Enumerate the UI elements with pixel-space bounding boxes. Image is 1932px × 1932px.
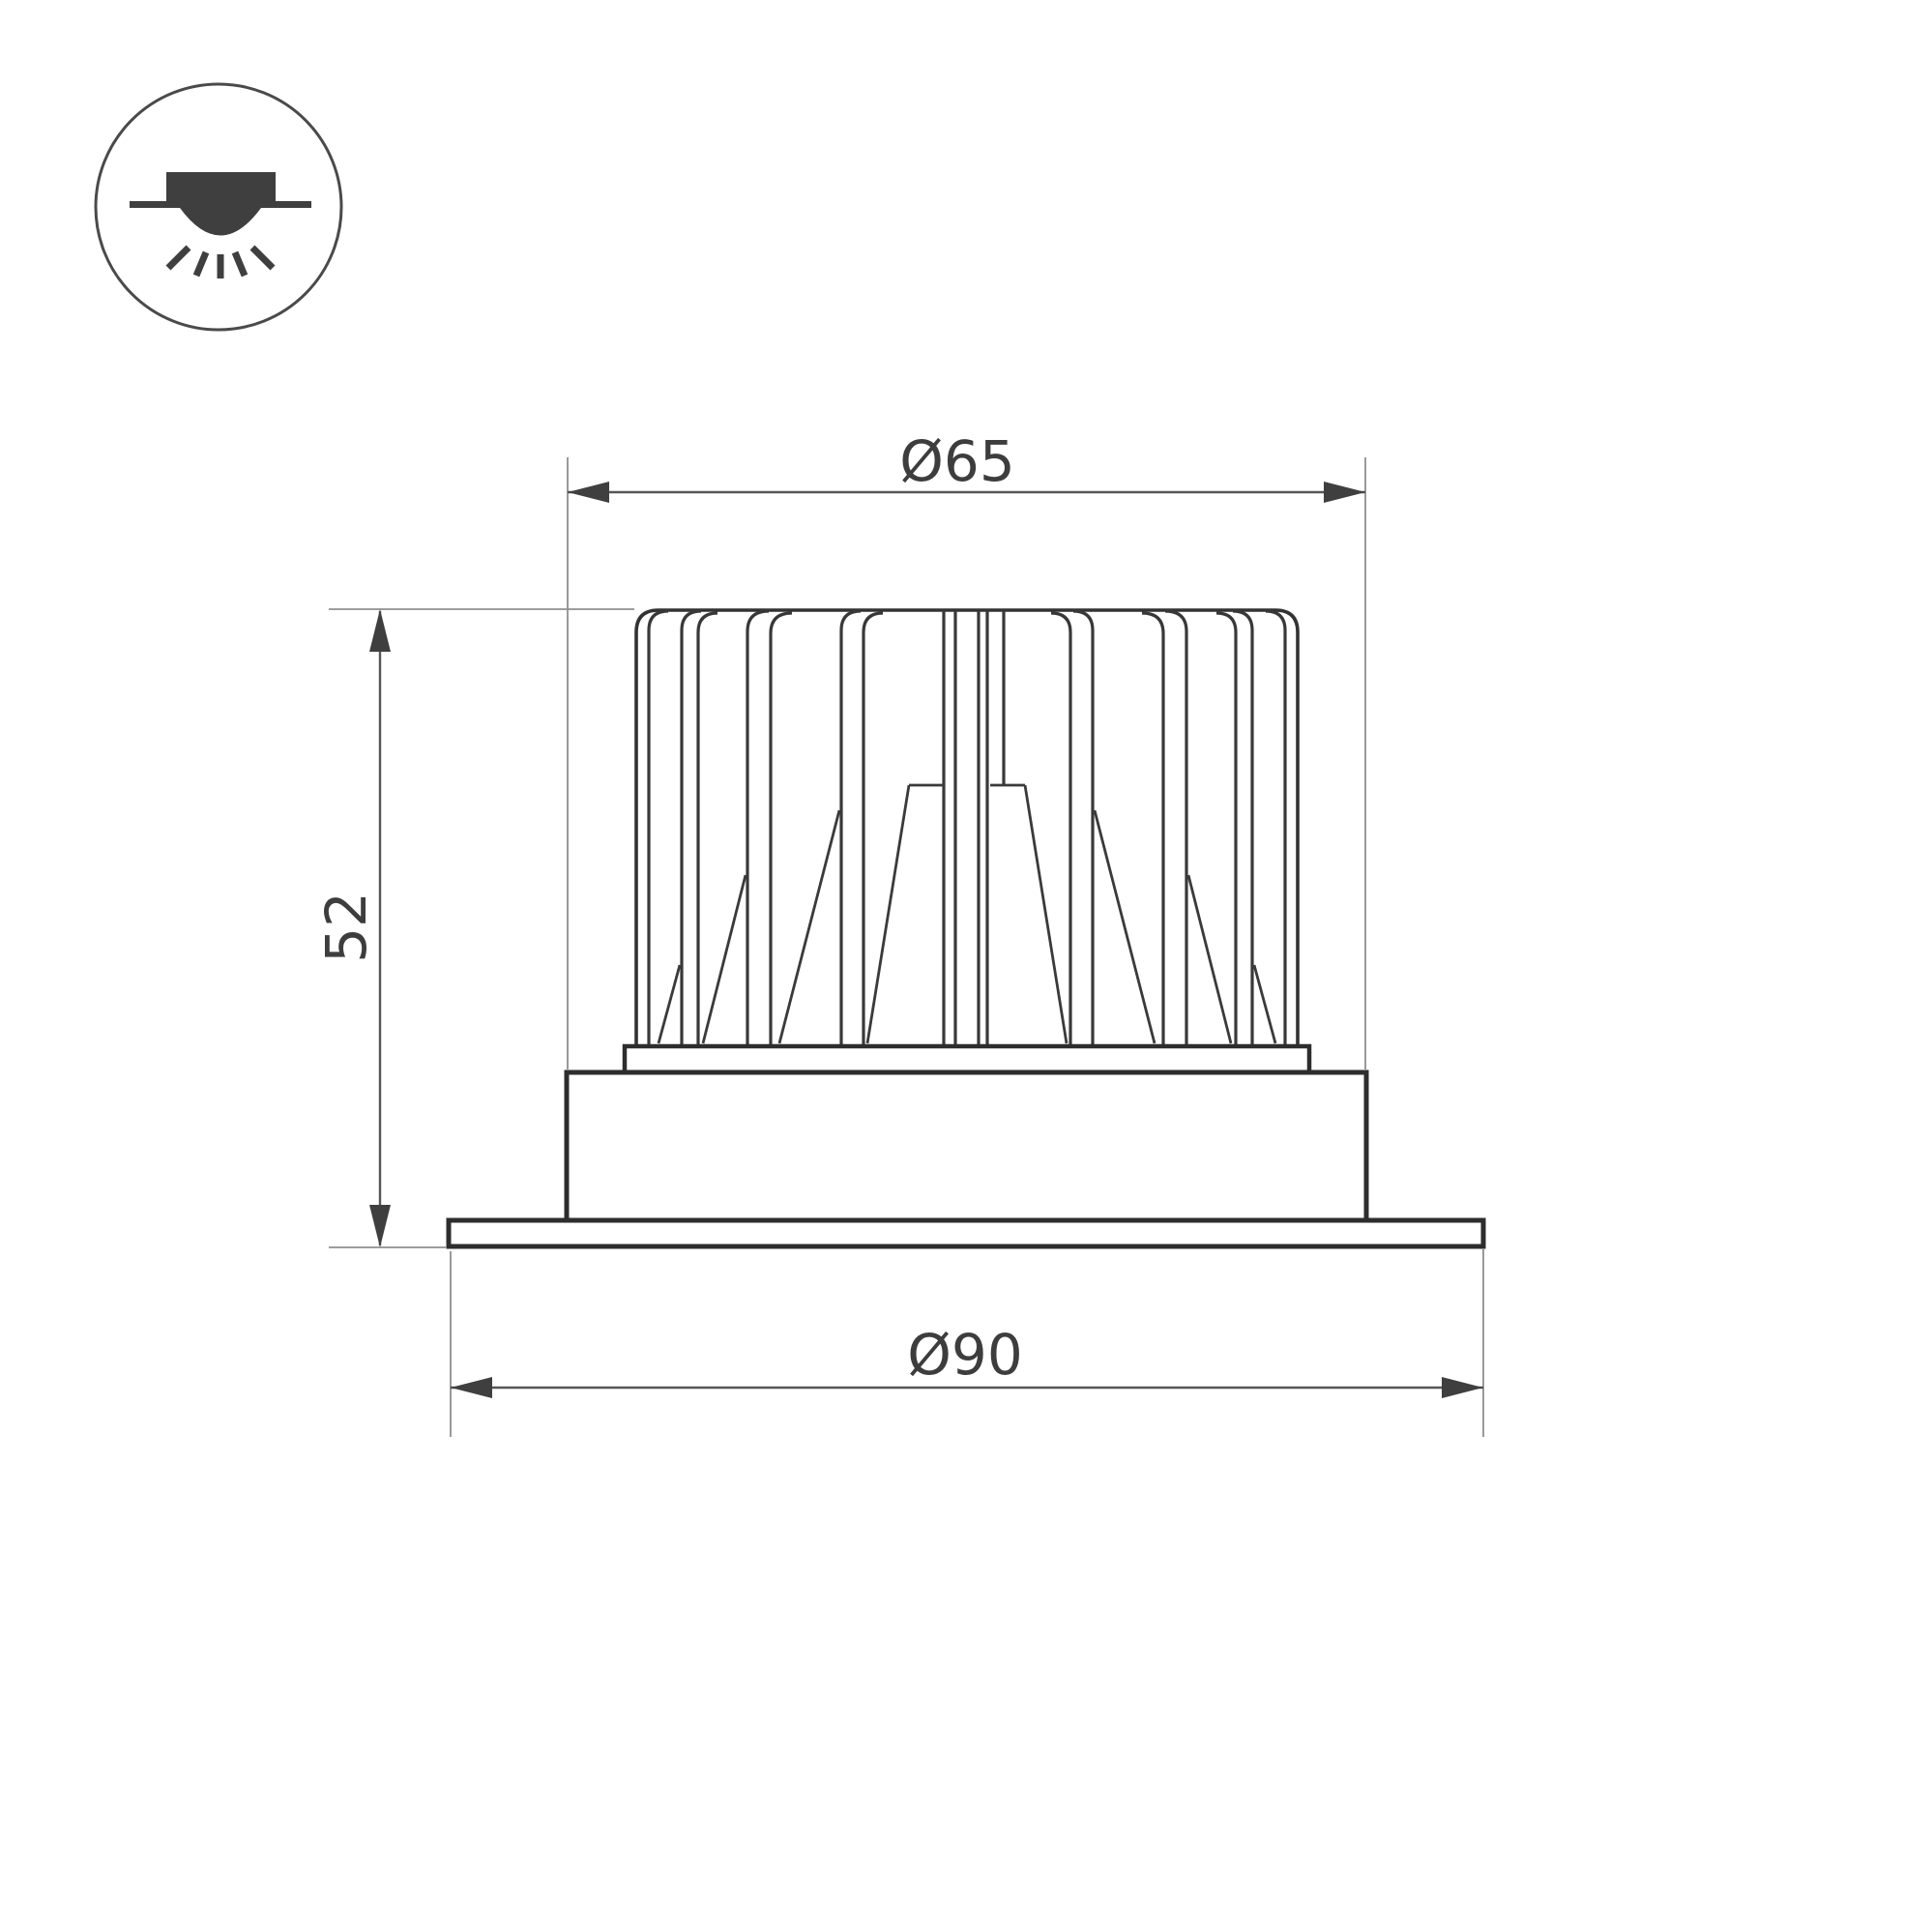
- reflector-edge-line: [1254, 965, 1275, 1043]
- arrow-left-icon: [568, 482, 609, 503]
- reflector-edge-line: [1025, 785, 1067, 1043]
- fin-line: [747, 611, 769, 1045]
- arrow-right-icon: [1324, 482, 1365, 503]
- arrow-right-icon: [1442, 1377, 1483, 1398]
- trim-flange: [449, 1220, 1483, 1246]
- reflector-edge-line: [1095, 810, 1155, 1043]
- fin-line: [1216, 613, 1236, 1045]
- dimension-top-diameter: [568, 428, 1365, 1069]
- fin-line: [698, 613, 717, 1045]
- fin-line: [1142, 613, 1163, 1045]
- arrow-up-icon: [369, 609, 391, 652]
- reflector-cone: [659, 785, 1275, 1043]
- reflector-edge-line: [659, 965, 680, 1043]
- fin-line: [1165, 611, 1186, 1045]
- reflector-edge-line: [867, 785, 909, 1043]
- reflector-edge-line: [703, 875, 746, 1043]
- heatsink: [636, 610, 1298, 1045]
- trim-body: [567, 1072, 1366, 1220]
- fin-line: [841, 611, 861, 1045]
- dimension-bottom-diameter: [451, 1249, 1483, 1437]
- arrow-down-icon: [369, 1205, 391, 1247]
- recessed-downlight-mount-icon: [96, 84, 341, 330]
- fin-line: [649, 611, 668, 1045]
- fin-line: [864, 613, 883, 1045]
- heatsink-outline: [636, 610, 1298, 1045]
- dimension-label-height: 52: [313, 892, 379, 963]
- fin-line: [1073, 611, 1093, 1045]
- arrow-left-icon: [451, 1377, 492, 1398]
- reflector-edge-line: [1188, 875, 1231, 1043]
- icon-ceiling-line: [130, 201, 311, 208]
- fin-line: [1051, 613, 1070, 1045]
- fixture-body: [449, 1046, 1483, 1246]
- fin-line: [771, 613, 792, 1045]
- heatsink-base-plate: [625, 1046, 1309, 1072]
- fin-line: [1266, 611, 1285, 1045]
- dimension-label-bottom-diameter: Ø90: [907, 1322, 1023, 1388]
- dimension-label-top-diameter: Ø65: [899, 428, 1015, 494]
- icon-fixture-housing: [166, 172, 276, 203]
- reflector-edge-line: [779, 810, 839, 1043]
